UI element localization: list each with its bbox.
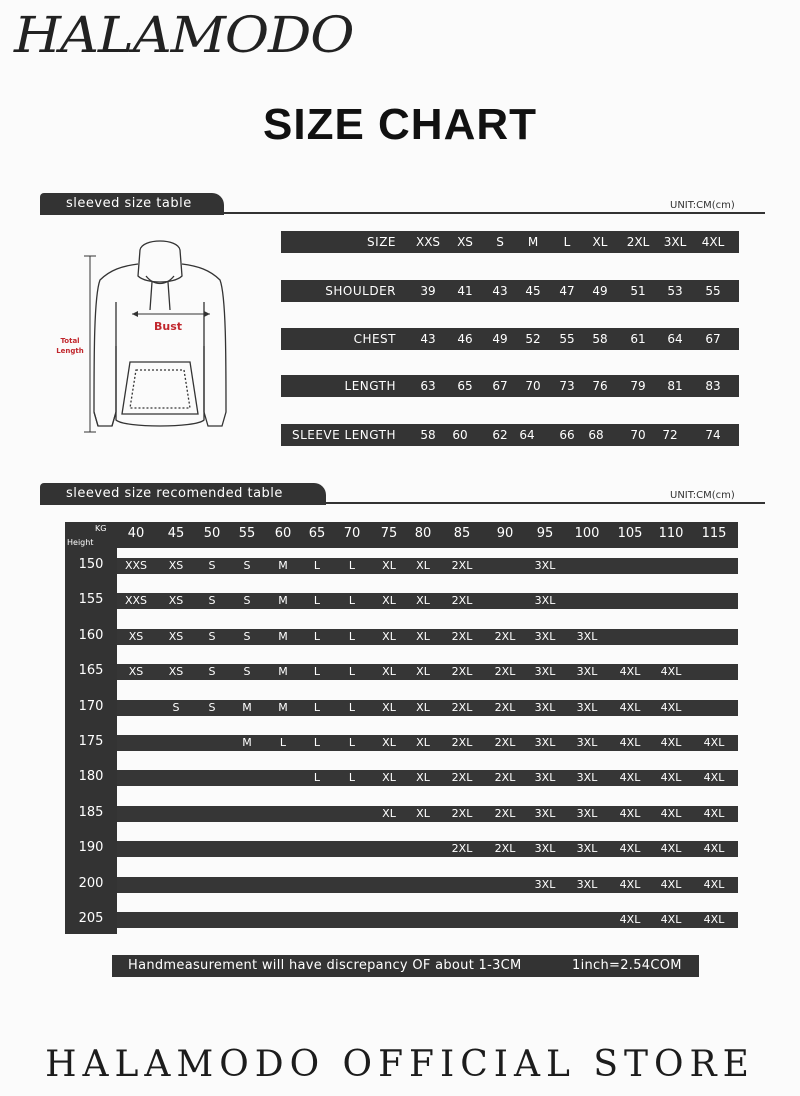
weight-label: 80 [414,526,432,541]
size-cell: 65 [457,379,473,393]
hoodie-diagram [50,236,270,442]
row-label: SHOULDER [325,284,396,298]
size-cell: 62 [492,428,508,442]
size-cell: XS [128,665,144,679]
inch-conversion: 1inch=2.54COM [572,958,682,973]
weight-label: 90 [496,526,514,541]
size-row-shoulder [281,280,739,302]
size-cell: XS [457,235,473,249]
size-cell: 4XL [703,842,725,856]
size-cell: 4XL [660,665,682,679]
table-row [117,558,738,574]
weight-label: 110 [658,526,684,541]
size-cell: 46 [457,332,473,346]
height-label: 180 [78,769,104,785]
height-label: 190 [78,840,104,856]
size-cell: L [313,559,321,572]
table-row [117,700,738,716]
size-cell: XL [382,559,396,572]
height-label: 175 [78,734,104,749]
corner-kg: KG [95,524,107,533]
height-label: 200 [78,875,104,891]
size-cell: 4XL [619,842,641,856]
size-cell: XXS [124,559,148,572]
page-title: SIZE CHART [263,100,537,149]
size-cell: 3XL [534,594,556,608]
row-label: LENGTH [344,379,396,393]
size-cell: L [348,665,356,679]
brand-logo: HALAMODO [14,6,354,64]
size-cell: XL [416,700,430,714]
size-cell: 2XL [626,235,650,249]
size-cell: 64 [667,332,683,346]
size-cell: L [313,665,321,679]
size-cell: 70 [630,428,646,442]
weight-label: 40 [127,526,145,541]
size-cell: 67 [492,379,508,393]
size-cell: 64 [519,428,535,442]
size-cell: S [496,235,504,249]
size-cell: 3XL [663,235,687,249]
note-text: Handmeasurement will have discrepancy OF about 1-3CM [128,958,522,973]
section-header-recommended: sleeved size recomended table [40,483,326,505]
height-label: 185 [78,804,104,820]
table-row [117,841,738,857]
bust-label: Bust [154,320,183,333]
size-cell: M [278,700,288,714]
size-cell: 70 [525,379,541,393]
size-cell: 60 [452,428,468,442]
size-cell: S [208,700,216,714]
weight-label: 45 [167,526,185,541]
table-row [117,593,738,609]
size-cell: 3XL [534,736,556,749]
size-cell: M [278,665,288,679]
size-cell: 58 [592,332,608,346]
size-cell: 2XL [494,806,516,820]
size-cell: L [313,736,321,749]
weight-label: 100 [574,526,600,541]
size-cell: 4XL [660,771,682,785]
size-cell: 79 [630,379,646,393]
size-cell: 3XL [576,629,598,643]
size-cell: XL [416,806,430,820]
size-cell: XL [416,559,430,572]
weight-label: 60 [274,526,292,541]
size-cell: M [527,235,539,249]
size-cell: XS [128,629,144,643]
size-cell: 4XL [703,877,725,891]
size-cell: 3XL [534,806,556,820]
size-cell: M [278,629,288,643]
table-row [117,664,738,680]
size-cell: 4XL [619,700,641,714]
size-cell: S [243,559,251,572]
size-cell: 39 [420,284,436,298]
size-cell: 45 [525,284,541,298]
size-cell: S [208,559,216,572]
unit-label: UNIT:CM(cm) [670,200,735,211]
size-cell: XL [382,629,396,643]
size-cell: 2XL [451,594,473,608]
size-cell: 81 [667,379,683,393]
size-cell: 2XL [494,665,516,679]
size-cell: 2XL [451,629,473,643]
corner-height: Height [67,538,94,547]
size-row-sleeve-length [281,424,739,446]
size-cell: S [243,594,251,608]
size-cell: S [172,700,180,714]
weight-label: 55 [238,526,256,541]
size-cell: XL [382,806,396,820]
height-label: 150 [78,557,104,572]
table-row [117,770,738,786]
row-label: CHEST [353,332,396,346]
size-cell: XS [168,594,184,608]
size-cell: 3XL [576,842,598,856]
size-cell: XL [382,594,396,608]
size-cell: XS [168,629,184,643]
table-row [117,877,738,893]
weight-label: 95 [536,526,554,541]
size-cell: 2XL [494,736,516,749]
section-divider-2 [40,502,765,504]
size-cell: 2XL [451,559,473,572]
size-cell: L [348,594,356,608]
size-cell: 2XL [451,700,473,714]
weight-header-row [65,522,738,548]
size-cell: 43 [492,284,508,298]
unit-label-2: UNIT:CM(cm) [670,490,735,501]
size-cell: 49 [592,284,608,298]
weight-label: 105 [617,526,643,541]
height-label: 160 [78,627,104,643]
size-cell: L [313,771,321,785]
size-cell: 55 [559,332,575,346]
size-cell: 4XL [703,806,725,820]
size-cell: XS [168,559,184,572]
size-cell: 4XL [660,700,682,714]
size-cell: 52 [525,332,541,346]
size-cell: 4XL [619,771,641,785]
section-divider [40,212,765,214]
table-row [117,735,738,751]
size-cell: 47 [559,284,575,298]
size-cell: 4XL [703,771,725,785]
table-row [117,912,738,928]
size-cell: XL [416,594,430,608]
size-cell: 4XL [660,736,682,749]
size-cell: XL [592,235,608,249]
size-row-size [281,231,739,253]
size-cell: L [313,594,321,608]
size-cell: 3XL [534,665,556,679]
size-cell: L [348,629,356,643]
size-cell: L [348,700,356,714]
size-cell: 4XL [619,736,641,749]
size-cell: M [278,559,288,572]
size-cell: 3XL [534,629,556,643]
size-cell: 4XL [660,842,682,856]
size-cell: 2XL [494,629,516,643]
size-cell: S [243,629,251,643]
size-cell: S [208,629,216,643]
size-cell: 4XL [660,877,682,891]
size-cell: L [348,736,356,749]
size-cell: 2XL [494,771,516,785]
size-cell: 2XL [494,842,516,856]
size-cell: 53 [667,284,683,298]
size-cell: S [208,594,216,608]
size-cell: 68 [588,428,604,442]
size-cell: S [243,665,251,679]
size-cell: L [348,559,356,572]
size-cell: 3XL [576,700,598,714]
size-cell: 43 [420,332,436,346]
size-row-length [281,375,739,397]
size-cell: XXS [415,235,441,249]
size-cell: XL [416,771,430,785]
measurement-note [112,955,699,977]
size-cell: 61 [630,332,646,346]
size-cell: 2XL [494,700,516,714]
size-cell: 4XL [619,665,641,679]
height-label: 155 [78,592,104,608]
size-cell: M [242,700,252,714]
size-cell: 58 [420,428,436,442]
size-cell: M [278,594,288,608]
size-cell: 3XL [576,877,598,891]
table-row [117,806,738,822]
size-cell: L [313,700,321,714]
row-label: SLEEVE LENGTH [291,428,396,442]
size-cell: 3XL [534,700,556,714]
store-footer: HALAMODO OFFICIAL STORE [45,1044,755,1085]
size-cell: 3XL [534,559,556,572]
weight-label: 75 [380,526,398,541]
size-cell: XL [382,736,396,749]
size-cell: 4XL [703,913,725,926]
size-cell: M [242,736,252,749]
size-cell: XL [416,736,430,749]
size-cell: XL [416,629,430,643]
size-cell: 3XL [534,842,556,856]
size-cell: 83 [705,379,721,393]
size-cell: L [348,771,356,785]
height-column [65,548,117,934]
total-length-label: Total Length [56,337,84,355]
size-cell: 63 [420,379,436,393]
size-cell: 66 [559,428,575,442]
size-cell: 55 [705,284,721,298]
size-cell: 3XL [576,771,598,785]
size-cell: 2XL [451,736,473,749]
size-cell: S [208,665,216,679]
size-cell: 41 [457,284,473,298]
row-label: SIZE [367,235,396,249]
size-cell: XL [382,771,396,785]
size-cell: 2XL [451,842,473,856]
size-cell: 3XL [576,665,598,679]
size-cell: 51 [630,284,646,298]
size-cell: 49 [492,332,508,346]
size-cell: XS [168,665,184,679]
size-cell: 3XL [576,736,598,749]
size-row-chest [281,328,739,350]
size-cell: 4XL [660,806,682,820]
size-cell: 3XL [576,806,598,820]
size-cell: 4XL [703,736,725,749]
weight-label: 70 [343,526,361,541]
size-cell: 2XL [451,665,473,679]
weight-label: 115 [701,526,727,541]
size-cell: L [279,736,287,749]
size-cell: 76 [592,379,608,393]
size-cell: 3XL [534,771,556,785]
table-row [117,629,738,645]
size-cell: 3XL [534,877,556,891]
size-cell: XXS [124,594,148,608]
size-cell: 67 [705,332,721,346]
size-cell: 2XL [451,771,473,785]
size-cell: 2XL [451,806,473,820]
size-cell: 4XL [619,806,641,820]
size-cell: 74 [705,428,721,442]
size-cell: XL [416,665,430,679]
weight-label: 50 [203,526,221,541]
size-cell: 73 [559,379,575,393]
size-cell: XL [382,700,396,714]
size-cell: 4XL [619,877,641,891]
size-cell: 4XL [619,913,641,926]
size-cell: XL [382,665,396,679]
size-cell: 4XL [701,235,725,249]
section-header-sleeved: sleeved size table [40,193,224,215]
size-cell: 4XL [660,913,682,926]
size-cell: L [313,629,321,643]
height-label: 205 [78,911,104,926]
weight-label: 65 [308,526,326,541]
size-cell: 72 [662,428,678,442]
weight-label: 85 [453,526,471,541]
size-cell: L [563,235,571,249]
height-label: 170 [78,698,104,714]
height-label: 165 [78,663,104,679]
